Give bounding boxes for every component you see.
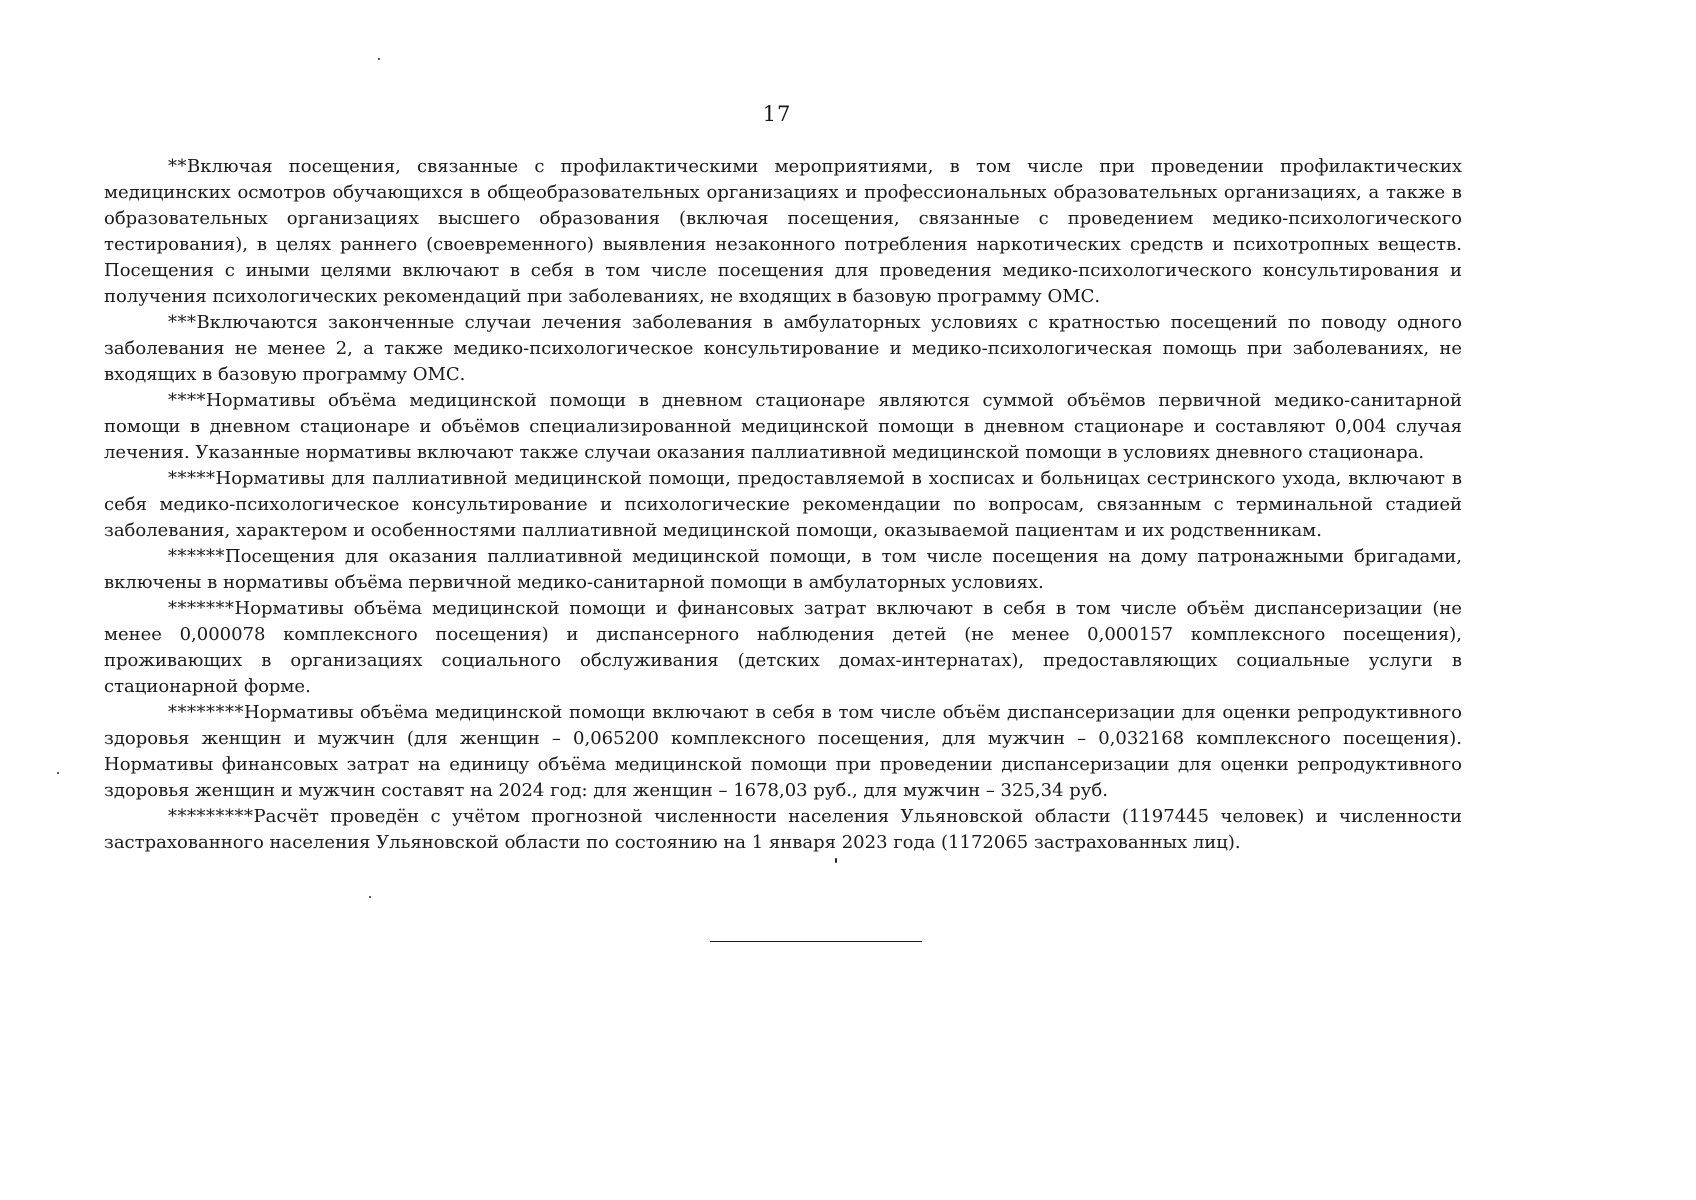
footnote-text: Включаются законченные случаи лечения заболевания в амбулаторных условиях с кратностью посещений по поводу одного заболевания не менее 2, а также медико-психологическое консультирование и медико-психологическая помощь при заболеваниях, не входящих в базовую программу ОМС. — [104, 312, 1462, 385]
footnote-marker: ********* — [168, 806, 254, 827]
scan-speck — [369, 896, 371, 898]
footnote-marker: ****** — [168, 546, 225, 567]
footnote-2 — [104, 154, 1462, 310]
footnote-7 — [104, 596, 1462, 700]
footnote-text: Посещения для оказания паллиативной медицинской помощи, в том числе посещения на дому патронажными бригадами, включены в нормативы объёма первичной медико-санитарной помощи в амбулаторных условиях. — [104, 546, 1462, 593]
footnote-3 — [104, 310, 1462, 388]
footnote-marker: ******* — [168, 598, 235, 619]
footnote-text: Расчёт проведён с учётом прогнозной численности населения Ульяновской области (1197445 человек) и численности застрахованного населения Ульяновской области по состоянию на 1 января 2023 года (1172065 застрахованных лиц). — [104, 806, 1462, 853]
footnote-text: Нормативы объёма медицинской помощи включают в себя в том числе объём диспансеризации для оценки репродуктивного здоровья женщин и мужчин (для женщин – 0,065200 комплексного посещения, для мужчин – 0,032168 комплексного посещения). Нормативы финансовых затрат на единицу объёма медицинской помощи при проведении диспансеризации для оценки репродуктивного здоровья женщин и мужчин составят на 2024 год: для женщин – 1678,03 руб., для мужчин – 325,34 руб. — [104, 702, 1462, 801]
footnote-marker: ** — [168, 156, 187, 177]
footnote-text: Нормативы объёма медицинской помощи в дневном стационаре являются суммой объёмов первичной медико-санитарной помощи в дневном стационаре и объёмов специализированной медицинской помощи в дневном стационаре и составляют 0,004 случая лечения. Указанные нормативы включают также случаи оказания паллиативной медицинской помощи в условиях дневного стационара. — [104, 390, 1462, 463]
end-of-document-rule — [710, 941, 922, 942]
footnote-text: Нормативы объёма медицинской помощи и финансовых затрат включают в себя в том числе объём диспансеризации (не менее 0,000078 комплексного посещения) и диспансерного наблюдения детей (не менее 0,000157 комплексного посещения), проживающих в организациях социального обслуживания (детских домах-интернатах), предоставляющих социальные услуги в стационарной форме. — [104, 598, 1462, 697]
footnote-marker: *** — [168, 312, 197, 333]
scan-speck — [57, 772, 59, 774]
footnote-marker: ******** — [168, 702, 244, 723]
footnote-marker: ***** — [168, 468, 216, 489]
footnote-marker: **** — [168, 390, 206, 411]
footnote-9 — [104, 804, 1462, 856]
footnote-5 — [104, 466, 1462, 544]
footnote-4 — [104, 388, 1462, 466]
footnotes-block — [104, 154, 1462, 856]
footnote-text: Нормативы для паллиативной медицинской помощи, предоставляемой в хосписах и больницах сестринского ухода, включают в себя медико-психологическое консультирование и психологические рекомендации по вопросам, связанным с терминальной стадией заболевания, характером и особенностями паллиативной медицинской помощи, оказываемой пациентам и их родственникам. — [104, 468, 1462, 541]
page-number: 17 — [762, 102, 792, 126]
footnote-8 — [104, 700, 1462, 804]
footnote-6 — [104, 544, 1462, 596]
scan-speck — [378, 58, 380, 60]
footnote-text: Включая посещения, связанные с профилактическими мероприятиями, в том числе при проведении профилактических медицинских осмотров обучающихся в общеобразовательных организациях и профессиональных образовательных организациях, а также в образовательных организациях высшего образования (включая посещения, связанные с проведением медико-психологического тестирования), в целях раннего (своевременного) выявления незаконного потребления наркотических средств и психотропных веществ. Посещения с иными целями включают в себя в том числе посещения для проведения медико-психологического консультирования и получения психологических рекомендаций при заболеваниях, не входящих в базовую программу ОМС. — [104, 156, 1462, 307]
scan-speck — [835, 858, 837, 863]
